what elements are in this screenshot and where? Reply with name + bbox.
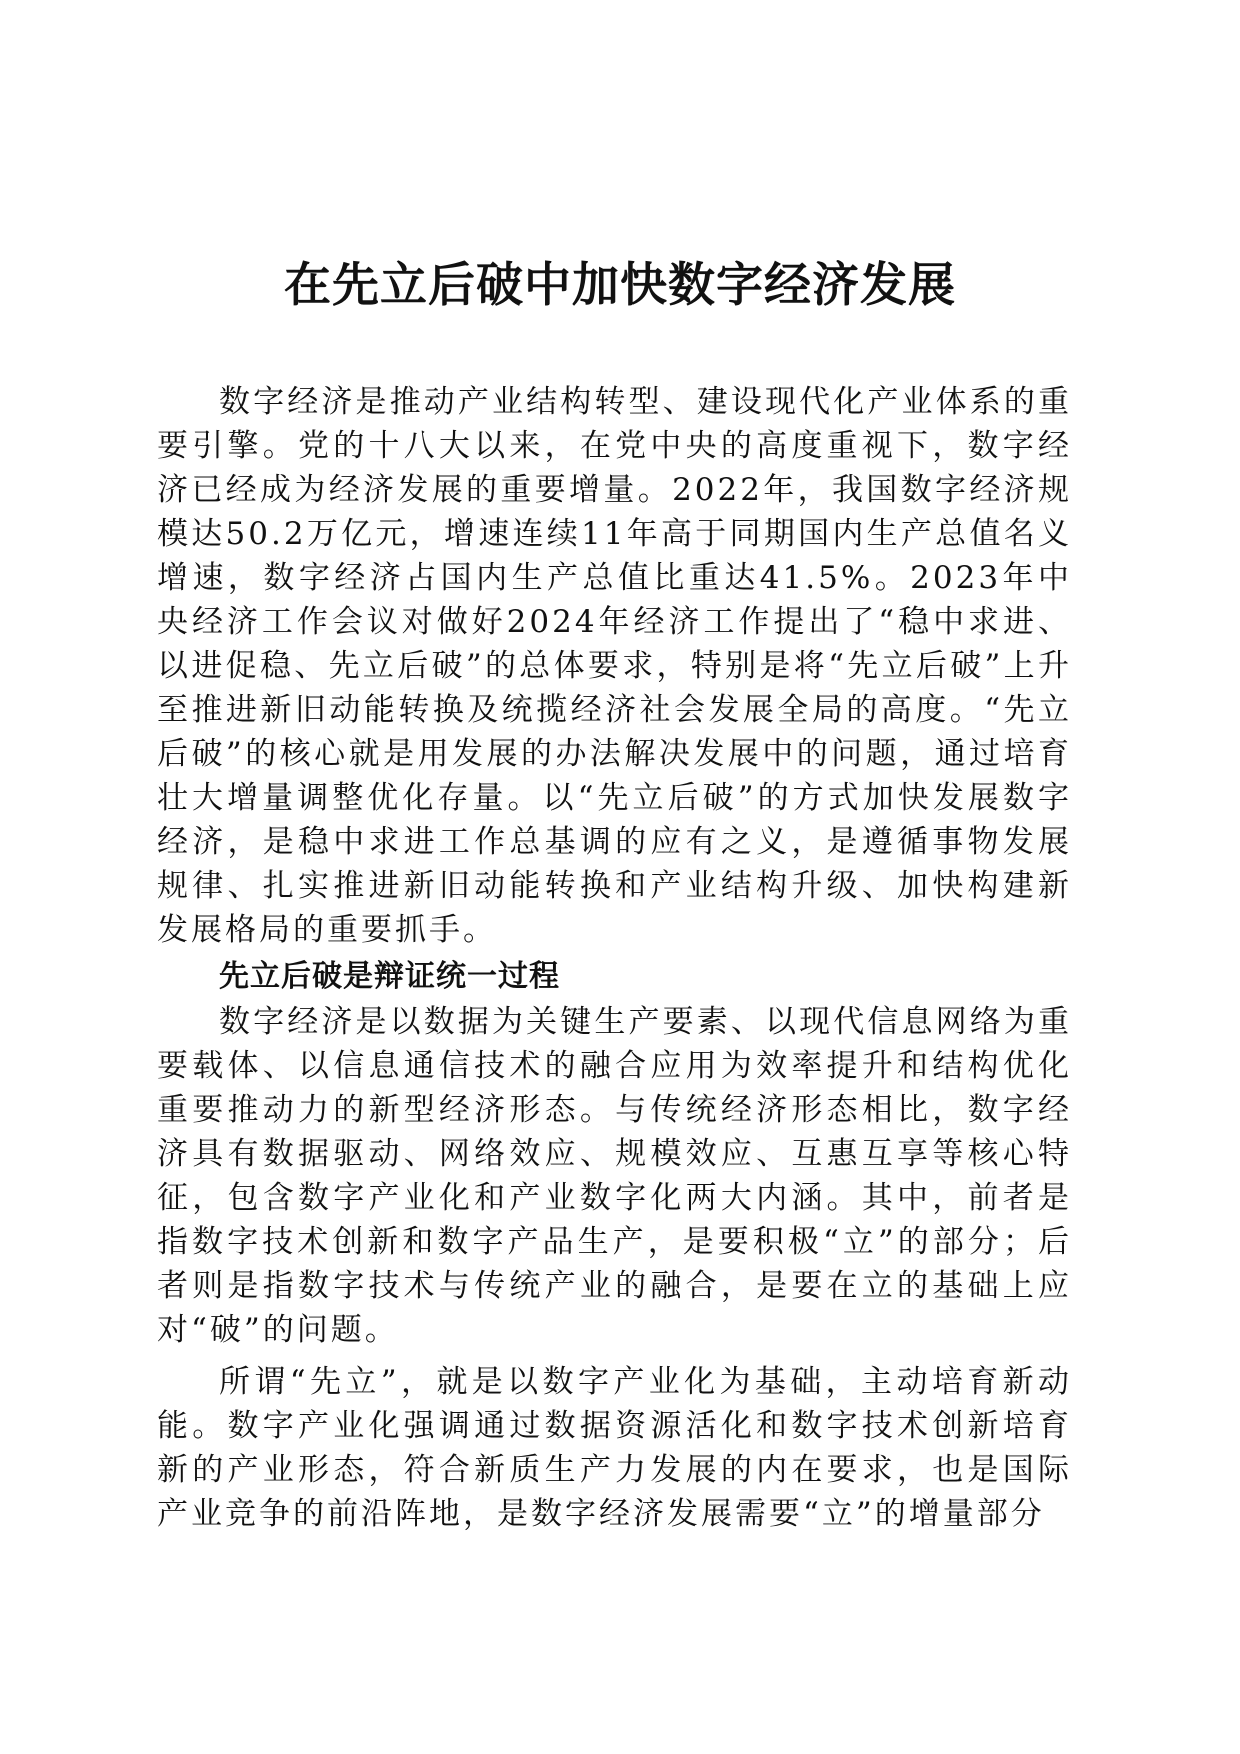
section-paragraph-2: 所谓“先立”，就是以数字产业化为基础，主动培育新动能。数字产业化强调通过数据资源活化和数字技术创新培育新的产业形态，符合新质生产力发展的内在要求，也是国际产业竞争的前沿阵地，是数字经济发展需要“立”的增量部分 (157, 1364, 1072, 1532)
document-body (157, 380, 1072, 1536)
section-heading: 先立后破是辩证统一过程 (219, 959, 560, 994)
intro-paragraph: 数字经济是推动产业结构转型、建设现代化产业体系的重要引擎。党的十八大以来，在党中央的高度重视下，数字经济已经成为经济发展的重要增量。2022年，我国数字经济规模达50.2万亿元，增速连续11年高于同期国内生产总值名义增速，数字经济占国内生产总值比重达41.5%。2023年中央经济工作会议对做好2024年经济工作提出了“稳中求进、以进促稳、先立后破”的总体要求，特别是将“先立后破”上升至推进新旧动能转换及统揽经济社会发展全局的高度。“先立后破”的核心就是用发展的办法解决发展中的问题，通过培育壮大增量调整优化存量。以“先立后破”的方式加快发展数字经济，是稳中求进工作总基调的应有之义，是遵循事物发展规律、扎实推进新旧动能转换和产业结构升级、加快构建新发展格局的重要抓手。 (157, 384, 1072, 948)
section-paragraph-1: 数字经济是以数据为关键生产要素、以现代信息网络为重要载体、以信息通信技术的融合应用为效率提升和结构优化重要推动力的新型经济形态。与传统经济形态相比，数字经济具有数据驱动、网络效应、规模效应、互惠互享等核心特征，包含数字产业化和产业数字化两大内涵。其中，前者是指数字技术创新和数字产品生产，是要积极“立”的部分；后者则是指数字技术与传统产业的融合，是要在立的基础上应对“破”的问题。 (157, 1004, 1072, 1348)
spacer (157, 1352, 1072, 1360)
document-title: 在先立后破中加快数字经济发展 (284, 258, 956, 313)
